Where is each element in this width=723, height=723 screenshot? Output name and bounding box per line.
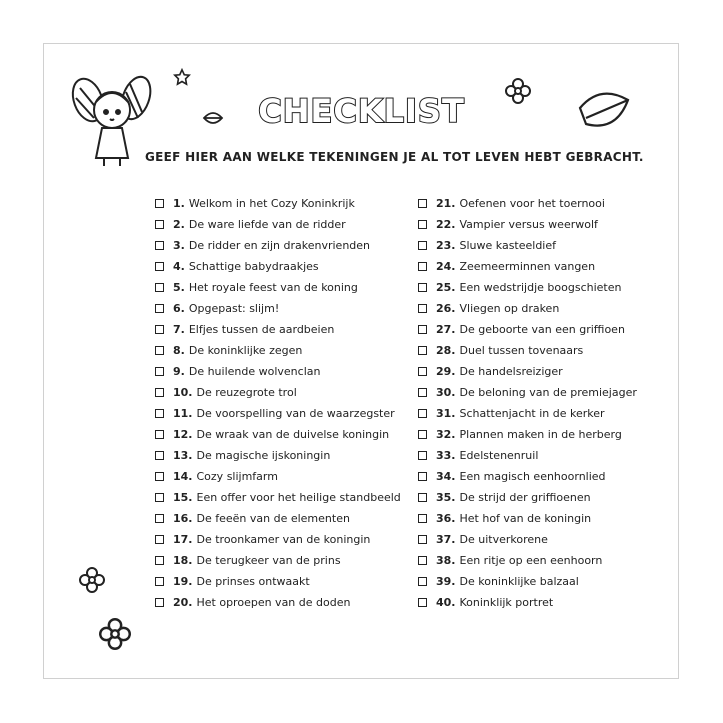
checkbox[interactable] <box>418 304 427 313</box>
item-number: 15. <box>173 491 193 504</box>
item-number: 36. <box>436 512 456 525</box>
checkbox[interactable] <box>418 325 427 334</box>
checklist-item <box>418 403 637 424</box>
checklist-item <box>418 424 637 445</box>
item-number: 11. <box>173 407 193 420</box>
checklist-item <box>155 550 401 571</box>
item-label: De reuzegrote trol <box>196 386 297 399</box>
item-number: 38. <box>436 554 456 567</box>
flower-icon <box>79 567 105 593</box>
item-label: De troonkamer van de koningin <box>196 533 371 546</box>
checkbox[interactable] <box>418 556 427 565</box>
item-label: Welkom in het Cozy Koninkrijk <box>188 197 355 210</box>
item-number: 27. <box>436 323 456 336</box>
checkbox[interactable] <box>155 199 164 208</box>
item-number: 4. <box>173 260 185 273</box>
item-number: 25. <box>436 281 456 294</box>
item-label: De handelsreiziger <box>459 365 563 378</box>
checkbox[interactable] <box>155 283 164 292</box>
checklist-item <box>418 319 637 340</box>
item-number: 8. <box>173 344 185 357</box>
item-number: 21. <box>436 197 456 210</box>
item-number: 34. <box>436 470 456 483</box>
checklist-item <box>155 256 401 277</box>
checkbox[interactable] <box>155 241 164 250</box>
checkbox[interactable] <box>418 430 427 439</box>
item-label: Sluwe kasteeldief <box>459 239 557 252</box>
checkbox[interactable] <box>418 472 427 481</box>
checkbox[interactable] <box>155 367 164 376</box>
checklist-item <box>418 550 637 571</box>
item-label: Oefenen voor het toernooi <box>459 197 605 210</box>
checkbox[interactable] <box>155 556 164 565</box>
checklist-item <box>418 466 637 487</box>
checkbox[interactable] <box>418 598 427 607</box>
star-icon <box>173 68 191 86</box>
item-number: 9. <box>173 365 185 378</box>
item-number: 5. <box>173 281 185 294</box>
checklist-item <box>418 571 637 592</box>
checklist-item <box>418 382 637 403</box>
item-label: De feeën van de elementen <box>196 512 350 525</box>
item-label: Zeemeerminnen vangen <box>459 260 596 273</box>
checklist-item <box>155 193 401 214</box>
checkbox[interactable] <box>155 430 164 439</box>
checklist-item <box>418 529 637 550</box>
checklist-item <box>155 508 401 529</box>
item-number: 22. <box>436 218 456 231</box>
checklist-item <box>418 235 637 256</box>
checklist-item <box>418 508 637 529</box>
item-label: Edelstenenruil <box>459 449 539 462</box>
item-label: De ware liefde van de ridder <box>188 218 346 231</box>
item-number: 16. <box>173 512 193 525</box>
item-number: 26. <box>436 302 456 315</box>
checklist-item <box>155 340 401 361</box>
item-number: 13. <box>173 449 193 462</box>
checklist-item <box>155 529 401 550</box>
checklist-item <box>155 382 401 403</box>
item-label: De uitverkorene <box>459 533 548 546</box>
checklist-item <box>155 361 401 382</box>
checkbox[interactable] <box>155 262 164 271</box>
item-number: 24. <box>436 260 456 273</box>
checklist-item <box>155 235 401 256</box>
checkbox[interactable] <box>418 283 427 292</box>
checkbox[interactable] <box>418 451 427 460</box>
checkbox[interactable] <box>155 493 164 502</box>
item-label: De koninklijke zegen <box>188 344 303 357</box>
item-label: Vliegen op draken <box>459 302 560 315</box>
item-number: 17. <box>173 533 193 546</box>
item-number: 37. <box>436 533 456 546</box>
item-label: De strijd der griffioenen <box>459 491 591 504</box>
item-number: 3. <box>173 239 185 252</box>
item-label: Een ritje op een eenhoorn <box>459 554 603 567</box>
item-number: 12. <box>173 428 193 441</box>
item-label: Een offer voor het heilige standbeeld <box>196 491 401 504</box>
checkbox[interactable] <box>155 325 164 334</box>
item-label: Schattenjacht in de kerker <box>459 407 605 420</box>
checklist-item <box>155 424 401 445</box>
checkbox[interactable] <box>418 409 427 418</box>
item-label: De ridder en zijn drakenvrienden <box>188 239 371 252</box>
checkbox[interactable] <box>418 514 427 523</box>
checkbox[interactable] <box>418 367 427 376</box>
item-number: 20. <box>173 596 193 609</box>
item-label: Elfjes tussen de aardbeien <box>188 323 335 336</box>
item-number: 23. <box>436 239 456 252</box>
checkbox[interactable] <box>418 493 427 502</box>
item-label: De magische ijskoningin <box>196 449 331 462</box>
checkbox[interactable] <box>418 241 427 250</box>
item-number: 39. <box>436 575 456 588</box>
checklist-item <box>155 445 401 466</box>
checklist-item <box>418 487 637 508</box>
checkbox[interactable] <box>155 304 164 313</box>
item-label: De prinses ontwaakt <box>196 575 310 588</box>
item-label: Een magisch eenhoornlied <box>459 470 606 483</box>
checklist-item <box>418 277 637 298</box>
item-label: Opgepast: slijm! <box>188 302 280 315</box>
item-number: 29. <box>436 365 456 378</box>
page-title: CHECKLIST <box>258 92 465 130</box>
item-number: 2. <box>173 218 185 231</box>
checkbox[interactable] <box>155 388 164 397</box>
checklist-item <box>155 298 401 319</box>
item-label: De wraak van de duivelse koningin <box>196 428 390 441</box>
checkbox[interactable] <box>418 535 427 544</box>
flower-icon <box>99 618 131 650</box>
item-label: De geboorte van een griffioen <box>459 323 625 336</box>
item-label: De terugkeer van de prins <box>196 554 341 567</box>
item-label: De beloning van de premiejager <box>459 386 637 399</box>
checklist-item <box>418 361 637 382</box>
item-label: Het royale feest van de koning <box>188 281 358 294</box>
checklist-item <box>155 466 401 487</box>
checkbox[interactable] <box>418 346 427 355</box>
checkbox[interactable] <box>418 199 427 208</box>
item-label: Schattige babydraakjes <box>188 260 319 273</box>
checkbox[interactable] <box>418 262 427 271</box>
checklist-item <box>155 214 401 235</box>
checkbox[interactable] <box>418 577 427 586</box>
checklist-item <box>418 256 637 277</box>
checkbox[interactable] <box>155 220 164 229</box>
checkbox[interactable] <box>155 346 164 355</box>
item-number: 35. <box>436 491 456 504</box>
item-label: De koninklijke balzaal <box>459 575 579 588</box>
checkbox[interactable] <box>155 598 164 607</box>
item-number: 6. <box>173 302 185 315</box>
item-number: 18. <box>173 554 193 567</box>
item-number: 10. <box>173 386 193 399</box>
item-label: Koninklijk portret <box>459 596 554 609</box>
checkbox[interactable] <box>155 409 164 418</box>
checklist-column-left <box>155 193 401 613</box>
checklist-item <box>418 298 637 319</box>
item-number: 7. <box>173 323 185 336</box>
checkbox[interactable] <box>155 577 164 586</box>
subtitle: GEEF HIER AAN WELKE TEKENINGEN JE AL TOT LEVEN HEBT GEBRACHT. <box>145 150 644 164</box>
item-number: 31. <box>436 407 456 420</box>
item-number: 33. <box>436 449 456 462</box>
checklist-item <box>155 277 401 298</box>
item-label: De voorspelling van de waarzegster <box>196 407 395 420</box>
checklist-item <box>418 445 637 466</box>
checkbox[interactable] <box>418 388 427 397</box>
checkbox[interactable] <box>155 514 164 523</box>
checkbox[interactable] <box>155 451 164 460</box>
item-number: 28. <box>436 344 456 357</box>
item-label: Cozy slijmfarm <box>196 470 278 483</box>
checkbox[interactable] <box>418 220 427 229</box>
checklist-item <box>155 403 401 424</box>
checklist-item <box>155 487 401 508</box>
checkbox[interactable] <box>155 535 164 544</box>
item-number: 14. <box>173 470 193 483</box>
checklist-item <box>418 214 637 235</box>
checklist-item <box>155 571 401 592</box>
checkbox[interactable] <box>155 472 164 481</box>
item-number: 19. <box>173 575 193 588</box>
item-label: De huilende wolvenclan <box>188 365 321 378</box>
checklist-item <box>418 340 637 361</box>
item-number: 32. <box>436 428 456 441</box>
item-label: Een wedstrijdje boogschieten <box>459 281 622 294</box>
item-number: 1. <box>173 197 185 210</box>
item-label: Plannen maken in de herberg <box>459 428 622 441</box>
item-number: 30. <box>436 386 456 399</box>
item-number: 40. <box>436 596 456 609</box>
checklist-item <box>418 592 637 613</box>
checklist-column-right <box>418 193 637 613</box>
checklist-item <box>155 319 401 340</box>
item-label: Het hof van de koningin <box>459 512 592 525</box>
checklist-item <box>418 193 637 214</box>
item-label: Duel tussen tovenaars <box>459 344 584 357</box>
checklist-item <box>155 592 401 613</box>
item-label: Het oproepen van de doden <box>196 596 351 609</box>
item-label: Vampier versus weerwolf <box>459 218 598 231</box>
